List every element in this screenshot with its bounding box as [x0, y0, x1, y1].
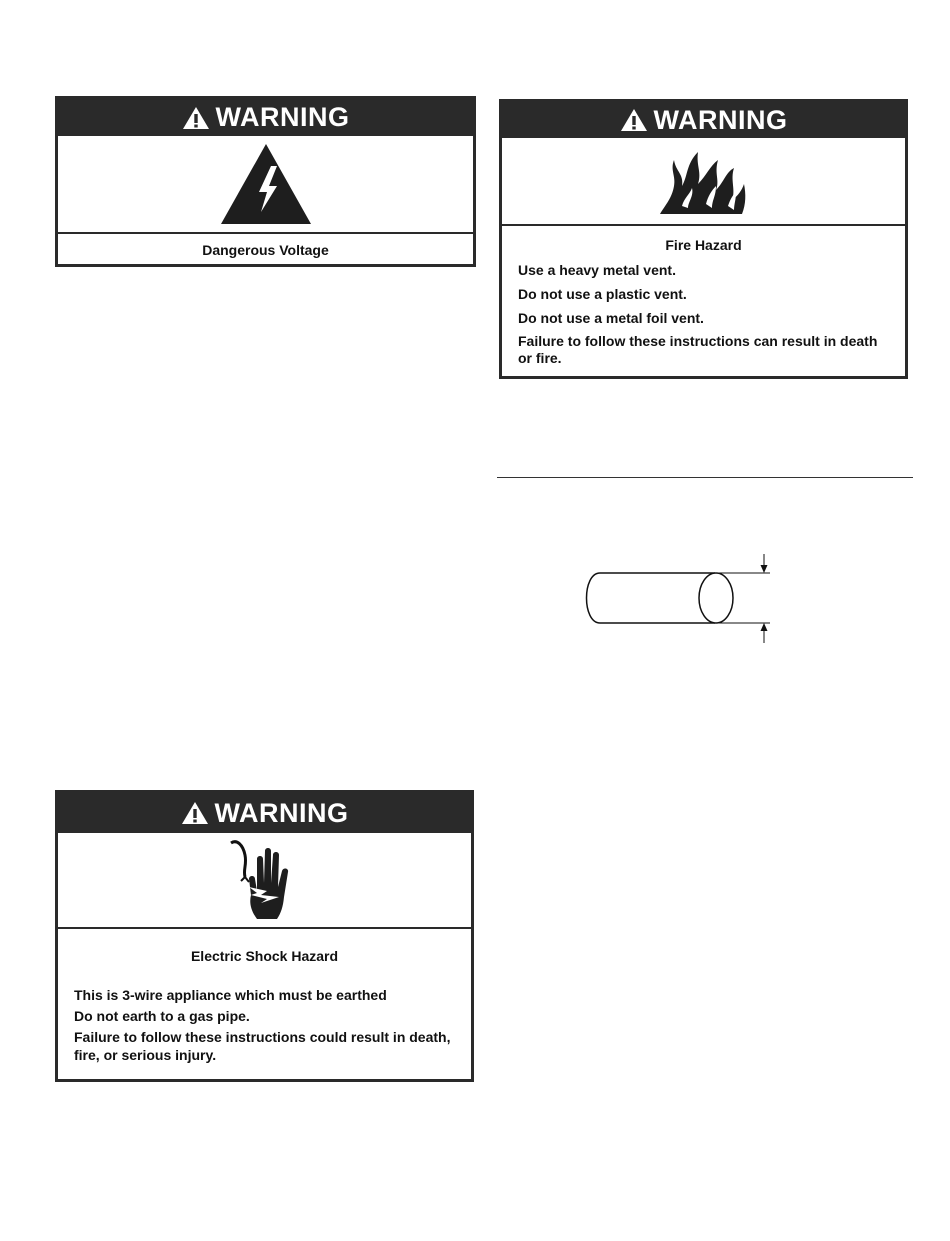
- warning-icon-area: [58, 833, 471, 929]
- warning-header: [58, 99, 473, 136]
- warning-body: [502, 226, 905, 367]
- warning-header: [58, 793, 471, 833]
- warning-line: Use a heavy metal vent.: [518, 262, 676, 278]
- warning-body: [58, 929, 471, 1064]
- warning-header-label: WARNING: [214, 797, 349, 828]
- alert-triangle-icon: [182, 106, 210, 130]
- warning-title: Electric Shock Hazard: [190, 948, 339, 964]
- warning-icon-area: [502, 138, 905, 226]
- alert-triangle-icon: [181, 801, 209, 825]
- warning-line: This is 3-wire appliance which must be earthed: [74, 987, 387, 1003]
- warning-electric-shock: [55, 790, 474, 1082]
- warning-fire-hazard: [499, 99, 908, 379]
- electric-hazard-icon: [219, 142, 313, 226]
- warning-icon-area: [58, 136, 473, 234]
- warning-line: Do not use a plastic vent.: [518, 286, 687, 302]
- warning-header: [502, 102, 905, 138]
- alert-triangle-icon: [620, 108, 648, 132]
- warning-line: Do not earth to a gas pipe.: [74, 1008, 250, 1024]
- warning-header-label: WARNING: [215, 102, 350, 132]
- warning-dangerous-voltage: [55, 96, 476, 267]
- warning-title: Dangerous Voltage: [202, 242, 329, 258]
- shock-hand-icon: [227, 837, 303, 923]
- vent-pipe-diagram: [580, 552, 780, 647]
- warning-line: Failure to follow these instructions can result in death or fire.: [518, 333, 878, 366]
- warning-title: Fire Hazard: [665, 237, 742, 253]
- warning-line: Do not use a metal foil vent.: [518, 310, 704, 326]
- warning-header-label: WARNING: [653, 104, 788, 135]
- fire-icon: [658, 146, 750, 216]
- section-divider: [497, 477, 913, 478]
- warning-line: Failure to follow these instructions could result in death, fire, or serious injury.: [74, 1029, 451, 1063]
